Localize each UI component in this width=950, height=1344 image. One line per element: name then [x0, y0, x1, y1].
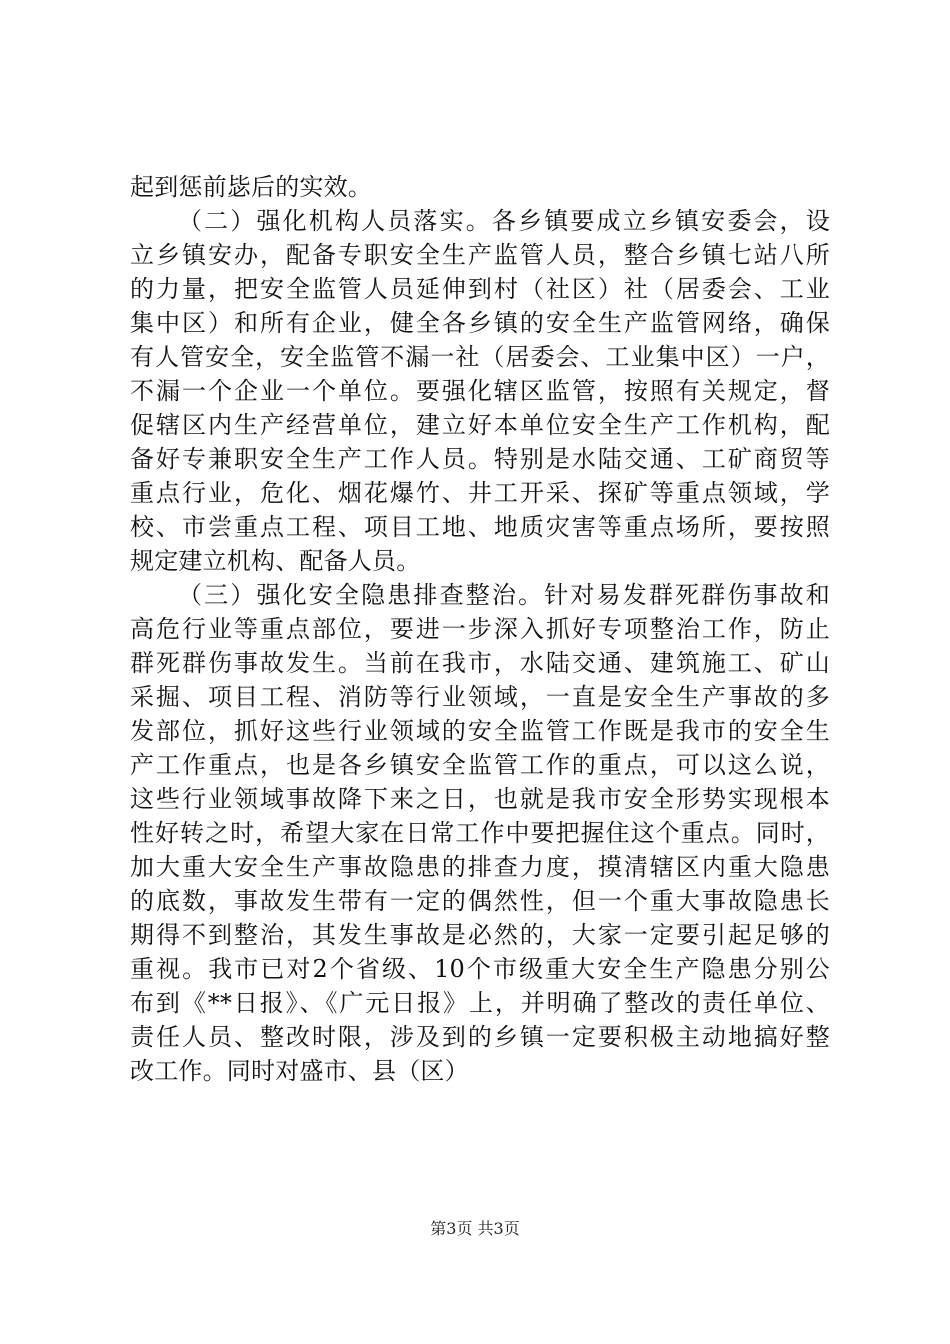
- text-line: 产工作重点，也是各乡镇安全监管工作的重点，可以这么说，: [130, 751, 830, 779]
- text-line: 的力量，把安全监管人员延伸到村（社区）社（居委会、工业: [130, 275, 830, 303]
- text-line: 高危行业等重点部位，要进一步深入抓好专项整治工作，防止: [130, 615, 830, 643]
- page-footer: 第3页 共3页: [430, 1219, 520, 1238]
- text-line: 有人管安全，安全监管不漏一社（居委会、工业集中区）一户，: [130, 343, 830, 371]
- text-line: 备好专兼职安全生产工作人员。特别是水陆交通、工矿商贸等: [130, 445, 830, 473]
- text-line: 集中区）和所有企业，健全各乡镇的安全生产监管网络，确保: [130, 309, 830, 337]
- text-line: 起到惩前毖后的实效。: [130, 173, 372, 201]
- text-line: 发部位，抓好这些行业领域的安全监管工作既是我市的安全生: [130, 717, 830, 745]
- text-line: 期得不到整治，其发生事故是必然的，大家一定要引起足够的: [130, 921, 830, 949]
- text-line: 加大重大安全生产事故隐患的排查力度，摸清辖区内重大隐患: [130, 853, 830, 881]
- paragraph-start-line: （二）强化机构人员落实。各乡镇要成立乡镇安委会，设: [178, 207, 830, 235]
- text-line: 性好转之时，希望大家在日常工作中要把握住这个重点。同时，: [130, 819, 830, 847]
- paragraph-start-line: （三）强化安全隐患排查整治。针对易发群死群伤事故和: [178, 581, 830, 609]
- body-text: [130, 170, 830, 1088]
- text-line: 改工作。同时对盛市、县（区）: [130, 1057, 469, 1085]
- text-line: 重视。我市已对2个省级、10个市级重大安全生产隐患分别公: [130, 955, 830, 983]
- text-line: 这些行业领域事故降下来之日，也就是我市安全形势实现根本: [130, 785, 830, 813]
- text-line: 校、市尝重点工程、项目工地、地质灾害等重点场所，要按照: [130, 513, 830, 541]
- text-line: 的底数，事故发生带有一定的偶然性，但一个重大事故隐患长: [130, 887, 830, 915]
- text-line: 采掘、项目工程、消防等行业领域，一直是安全生产事故的多: [130, 683, 830, 711]
- text-line: 群死群伤事故发生。当前在我市，水陆交通、建筑施工、矿山: [130, 649, 830, 677]
- text-line: 规定建立机构、配备人员。: [130, 547, 421, 575]
- text-line: 责任人员、整改时限，涉及到的乡镇一定要积极主动地搞好整: [130, 1023, 830, 1051]
- text-line: 布到《**日报》、《广元日报》上，并明确了整改的责任单位、: [130, 989, 830, 1017]
- text-line: 不漏一个企业一个单位。要强化辖区监管，按照有关规定，督: [130, 377, 830, 405]
- text-line: 重点行业，危化、烟花爆竹、井工开采、探矿等重点领域，学: [130, 479, 830, 507]
- text-line: 立乡镇安办，配备专职安全生产监管人员，整合乡镇七站八所: [130, 241, 830, 269]
- text-line: 促辖区内生产经营单位，建立好本单位安全生产工作机构，配: [130, 411, 830, 439]
